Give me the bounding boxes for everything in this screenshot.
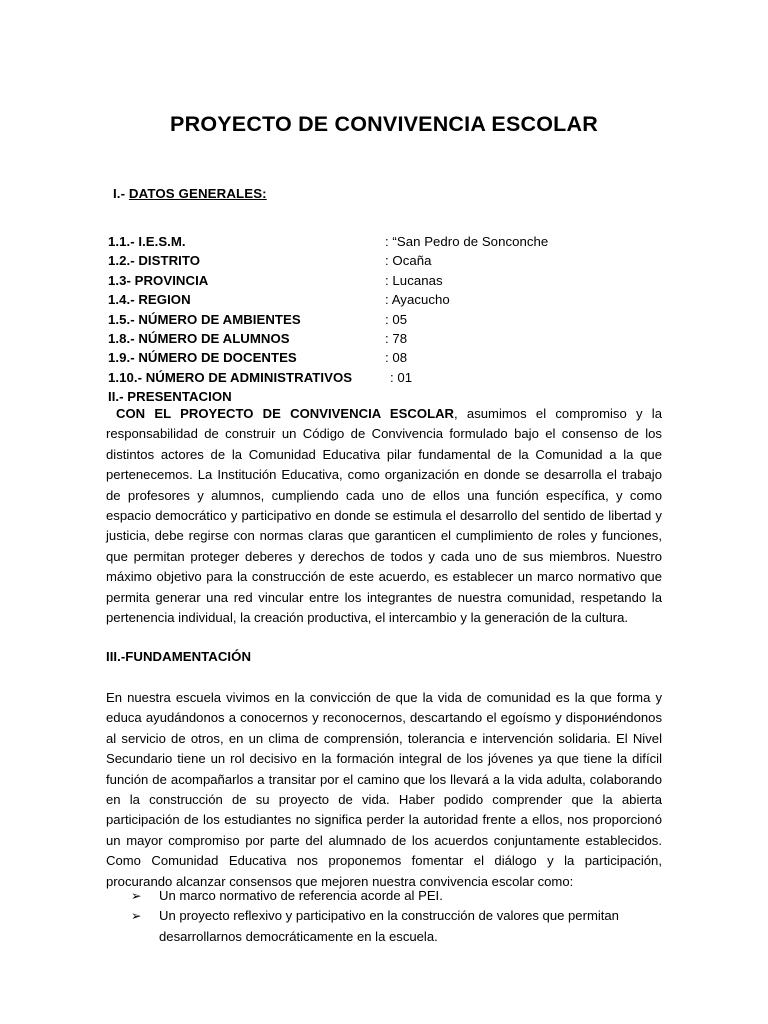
heading-fundamentacion: III.-FUNDAMENTACIÓN (106, 649, 252, 664)
table-row (108, 271, 668, 290)
list-item-text: Un marco normativo de referencia acorde al PEI. (159, 888, 443, 903)
data-row-value: : Lucanas (385, 272, 443, 288)
fundamentacion-bullet-list (131, 886, 662, 947)
table-row (108, 232, 668, 251)
data-row-label: 1.3- PROVINCIA (108, 272, 209, 288)
heading-datos-generales-number: I.- (113, 186, 126, 201)
list-item (131, 906, 662, 947)
table-row (108, 329, 668, 348)
arrow-bullet-icon: ➢ (131, 908, 142, 924)
table-row (108, 251, 668, 270)
table-row (108, 368, 668, 387)
data-row-value: : “San Pedro de Sonconche (385, 234, 549, 249)
table-row (108, 348, 668, 367)
presentacion-paragraph-text: , asumimos el compromiso y la responsabilidad de construir un Código de Convivencia formulado bajo el consenso de los distintos actores de la Comunidad Educativa pilar fundamental de la Comunidad a la que pertenecemos. La Institución Educativa, como organización en donde se desarrolla el trabajo de profesores y alumnos, cumpliendo cada uno de ellos una función específica, y como espacio democrático y participativo en donde se estimula el desarrollo del sentido de libertad y justicia, debe regirse con normas claras que garanticen el cumplimiento de roles y funciones, que permitan proteger deberes y derechos de todos y cada uno de sus miembros. Nuestro máximo objetivo para la construcción de este acuerdo, es establecer un marco normativo que permita generar una red vincular entre los integrantes de nuestra comunidad, respetando la pertenencia individual, la creación productiva, el intercambio y la generación de la cultura. (106, 406, 663, 626)
data-row-label: 1.8.- NÚMERO DE ALUMNOS (108, 330, 290, 346)
list-item (131, 886, 662, 906)
data-row-value: : 01 (390, 369, 413, 385)
table-row (108, 310, 668, 329)
data-row-label: 1.10.- NÚMERO DE ADMINISTRATIVOS (108, 369, 353, 385)
fundamentacion-heading-wrap (106, 647, 662, 667)
data-row-label: 1.9.- NÚMERO DE DOCENTES (108, 350, 297, 366)
presentacion-body (106, 404, 662, 628)
data-row-label: 1.4.- REGION (108, 292, 191, 308)
data-row-value: : Ayacucho (385, 292, 450, 308)
presentacion-paragraph (106, 404, 662, 628)
heading-datos-generales (113, 186, 267, 201)
data-row-value: : 78 (385, 330, 408, 346)
arrow-bullet-icon: ➢ (131, 888, 142, 903)
data-row-value: : Ocaña (385, 253, 432, 269)
heading-datos-generales-label: DATOS GENERALES: (128, 186, 267, 201)
page-title: PROYECTO DE CONVIVENCIA ESCOLAR (170, 112, 598, 136)
data-row-value: : 08 (385, 350, 408, 366)
list-item-text: Un proyecto reflexivo y participativo en la construcción de valores que permitan desarrollarnos democráticamente en la escuela. (159, 908, 619, 944)
fundamentacion-paragraph: En nuestra escuela vivimos en la convicción de que la vida de comunidad es la que forma y educa ayudándonos a conocernos y reconocernos, descartando el egoísmo y dispониéndonos al servicio de otros, en un clima de comprensión, tolerancia e intervención solidaria. El Nivel Secundario tiene un rol decisivo en la formación integral de los jóvenes ya que tiene la difícil función de acompañarlos a transitar por el camino que los llevará a la vida adulta, colaborando en la construcción de su proyecto de vida. Haber podido comprender que la abierta participación de los estudiantes no significa perder la autoridad frente a ellos, nos proporcionó un mayor compromiso por parte del alumnado de los acuerdos conjuntamente establecidos. Como Comunidad Educativa nos proponemos fomentar el diálogo y la participación, procurando alcanzar consensos que mejoren nuestra convivencia escolar como: (106, 690, 662, 889)
datos-generales-list (108, 232, 668, 407)
data-row-label: 1.1.- I.E.S.M. (108, 234, 186, 249)
data-row-label: 1.2.- DISTRITO (108, 253, 201, 269)
presentacion-lead-emphasis: CON EL PROYECTO DE CONVIVENCIA ESCOLAR (116, 406, 455, 421)
table-row (108, 290, 668, 309)
fundamentacion-body (106, 688, 662, 892)
data-row-value: : 05 (385, 311, 408, 327)
data-row-label: 1.5.- NÚMERO DE AMBIENTES (108, 311, 301, 327)
heading-presentacion: II.- PRESENTACION (108, 389, 232, 405)
